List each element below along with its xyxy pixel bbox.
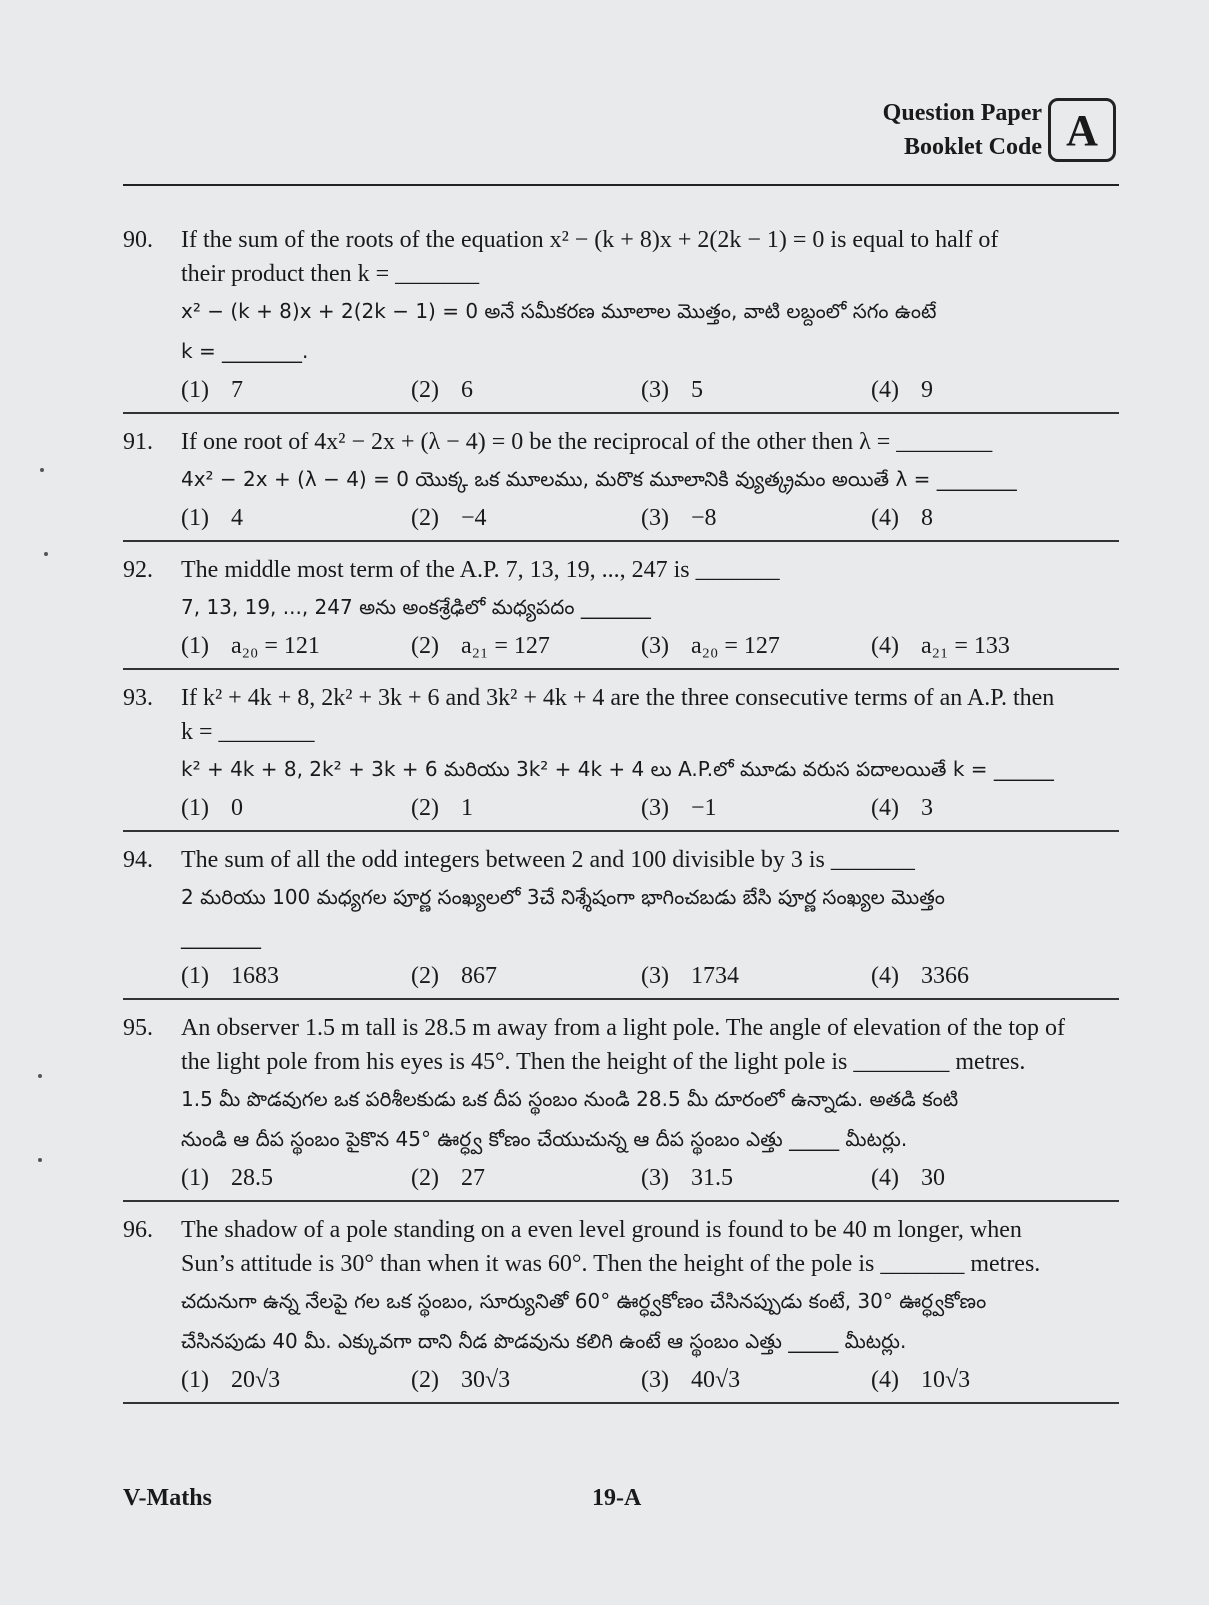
option-number: (2) (411, 1165, 439, 1191)
answer-option (871, 1364, 1101, 1396)
answer-options (181, 960, 1115, 992)
option-value: 5 (690, 377, 703, 403)
question-body (181, 844, 1115, 992)
question-text-telugu: k² + 4k + 8, 2k² + 3k + 6 మరియు 3k² + 4k + 4 లు A.P.లో మూడు వరుస పదాలయితే k = ______ (181, 757, 1054, 781)
answer-option (181, 630, 411, 662)
option-number: (1) (181, 633, 209, 659)
option-number: (1) (181, 963, 209, 989)
question-text-english: their product then k = _______ (181, 261, 480, 287)
answer-option (181, 960, 411, 992)
option-number: (1) (181, 795, 209, 821)
question-text-telugu: 2 మరియు 100 మధ్యగల పూర్ణ సంఖ్యలలో 3చే నిశ్శేషంగా భాగించబడు బేసి పూర్ణ సంఖ్యల మొత్తం (181, 885, 945, 909)
option-value: 7 (230, 377, 243, 403)
option-value: 8 (920, 505, 933, 531)
question-text-telugu: ________ (181, 925, 261, 949)
answer-option (641, 1162, 871, 1194)
option-value: 1734 (690, 963, 739, 989)
question-body (181, 426, 1115, 534)
option-number: (4) (871, 795, 899, 821)
option-value: −8 (690, 505, 717, 531)
booklet-code-label (883, 96, 1042, 164)
answer-option (641, 1364, 871, 1396)
question-number: 92. (123, 557, 153, 583)
question-body (181, 1214, 1115, 1396)
question-body (181, 682, 1115, 824)
answer-option (411, 1364, 641, 1396)
question-text-telugu: k = ________. (181, 339, 309, 363)
option-value: 1683 (230, 963, 279, 989)
booklet-code-header (883, 96, 1116, 164)
option-value: 6 (460, 377, 473, 403)
question-number: 90. (123, 227, 153, 253)
option-number: (3) (641, 633, 669, 659)
option-value: a₂₀ = 127 (690, 633, 780, 659)
option-value: 9 (920, 377, 933, 403)
option-value: −4 (460, 505, 487, 531)
answer-option (641, 374, 871, 406)
option-value: 867 (460, 963, 497, 989)
option-value: 1 (460, 795, 473, 821)
answer-options (181, 630, 1115, 662)
option-number: (4) (871, 633, 899, 659)
question-number: 95. (123, 1015, 153, 1041)
answer-option (181, 1162, 411, 1194)
option-value: 28.5 (230, 1165, 273, 1191)
answer-option (181, 502, 411, 534)
question-text-telugu: 1.5 మీ పొడవుగల ఒక పరిశీలకుడు ఒక దీప స్థంబం నుండి 28.5 మీ దూరంలో ఉన్నాడు. అతడి కంటి (181, 1087, 959, 1111)
answer-option (641, 792, 871, 824)
option-number: (4) (871, 1367, 899, 1393)
question-body (181, 1012, 1115, 1194)
answer-option (641, 960, 871, 992)
answer-option (411, 1162, 641, 1194)
option-number: (3) (641, 377, 669, 403)
question-body (181, 554, 1115, 662)
question-number: 94. (123, 847, 153, 873)
option-value: 3366 (920, 963, 969, 989)
option-value: 30 (920, 1165, 945, 1191)
option-value: a₂₀ = 121 (230, 633, 320, 659)
answer-option (641, 502, 871, 534)
answer-options (181, 1162, 1115, 1194)
option-value: 27 (460, 1165, 485, 1191)
answer-option (411, 374, 641, 406)
question-text-telugu: నుండి ఆ దీప స్థంబం పైకొన 45° ఊర్ధ్వ కోణం చేయుచున్న ఆ దీప స్థంబం ఎత్తు _____ మీటర్లు. (181, 1127, 908, 1151)
answer-option (641, 630, 871, 662)
question-text-english: the light pole from his eyes is 45°. Then the height of the light pole is ________ metres. (181, 1049, 1026, 1075)
option-number: (1) (181, 1165, 209, 1191)
question-number: 96. (123, 1217, 153, 1243)
answer-option (871, 502, 1101, 534)
question-text-telugu: చదునుగా ఉన్న నేలపై గల ఒక స్థంబం, సూర్యునితో 60° ఊర్ధ్వకోణం చేసినప్పుడు కంటే, 30° ఊర్ధ్వకోణం (181, 1289, 987, 1313)
question-item (123, 682, 1119, 832)
option-value: 3 (920, 795, 933, 821)
question-number: 93. (123, 685, 153, 711)
option-value: 20√3 (230, 1367, 281, 1393)
header-line1: Question Paper (882, 100, 1042, 126)
question-item (123, 554, 1119, 670)
option-value: 4 (230, 505, 243, 531)
question-text-english: The shadow of a pole standing on a even level ground is found to be 40 m longer, when (181, 1217, 1022, 1243)
answer-option (871, 960, 1101, 992)
answer-option (871, 630, 1101, 662)
question-text-telugu: చేసినపుడు 40 మీ. ఎక్కువగా దాని నీడ పొడవును కలిగి ఉంటే ఆ స్థంబం ఎత్తు _____ మీటర్లు. (181, 1329, 907, 1353)
answer-option (411, 630, 641, 662)
question-text-english: k = ________ (181, 719, 315, 745)
answer-option (181, 374, 411, 406)
header-rule (123, 184, 1119, 186)
answer-options (181, 1364, 1115, 1396)
booklet-code-letter: A (1048, 98, 1116, 162)
footer-page-number: 19-A (592, 1485, 642, 1511)
option-value: 0 (230, 795, 243, 821)
option-value: a₂₁ = 127 (460, 633, 550, 659)
option-number: (3) (641, 1367, 669, 1393)
option-value: 40√3 (690, 1367, 741, 1393)
option-value: 10√3 (920, 1367, 971, 1393)
option-number: (2) (411, 505, 439, 531)
question-item (123, 844, 1119, 1000)
question-text-english: If one root of 4x² − 2x + (λ − 4) = 0 be the reciprocal of the other then λ = ________ (181, 429, 993, 455)
header-line2: Booklet Code (904, 134, 1042, 160)
option-number: (1) (181, 377, 209, 403)
option-number: (2) (411, 795, 439, 821)
option-number: (4) (871, 505, 899, 531)
option-number: (3) (641, 963, 669, 989)
option-value: −1 (690, 795, 717, 821)
option-value: 31.5 (690, 1165, 733, 1191)
question-number: 91. (123, 429, 153, 455)
option-number: (1) (181, 505, 209, 531)
option-value: 30√3 (460, 1367, 511, 1393)
option-number: (2) (411, 963, 439, 989)
question-list (123, 222, 1119, 1416)
option-value: a₂₁ = 133 (920, 633, 1010, 659)
scan-mark (38, 1158, 42, 1162)
scan-mark (40, 468, 44, 472)
question-text-telugu: 7, 13, 19, ..., 247 అను అంకశ్రేఢిలో మధ్యపదం _______ (181, 595, 651, 619)
question-text-english: If k² + 4k + 8, 2k² + 3k + 6 and 3k² + 4k + 4 are the three consecutive terms of an A.P. then (181, 685, 1055, 711)
option-number: (4) (871, 963, 899, 989)
option-number: (4) (871, 377, 899, 403)
option-number: (3) (641, 505, 669, 531)
option-number: (2) (411, 633, 439, 659)
answer-options (181, 792, 1115, 824)
question-text-telugu: x² − (k + 8)x + 2(2k − 1) = 0 అనే సమీకరణ మూలాల మొత్తం, వాటి లబ్దంలో సగం ఉంటే (181, 299, 937, 323)
question-item (123, 1214, 1119, 1404)
question-text-english: If the sum of the roots of the equation x² − (k + 8)x + 2(2k − 1) = 0 is equal to half of (181, 227, 999, 253)
option-number: (1) (181, 1367, 209, 1393)
scan-mark (38, 1074, 42, 1078)
scan-mark (44, 552, 48, 556)
answer-option (181, 1364, 411, 1396)
question-text-english: The sum of all the odd integers between 2 and 100 divisible by 3 is _______ (181, 847, 915, 873)
answer-option (411, 502, 641, 534)
answer-option (411, 792, 641, 824)
option-number: (3) (641, 795, 669, 821)
question-item (123, 224, 1119, 414)
option-number: (4) (871, 1165, 899, 1191)
answer-option (871, 1162, 1101, 1194)
answer-option (871, 374, 1101, 406)
option-number: (2) (411, 1367, 439, 1393)
answer-options (181, 374, 1115, 406)
question-text-english: The middle most term of the A.P. 7, 13, 19, ..., 247 is _______ (181, 557, 780, 583)
answer-option (871, 792, 1101, 824)
question-body (181, 224, 1115, 406)
answer-option (181, 792, 411, 824)
question-item (123, 1012, 1119, 1202)
option-number: (3) (641, 1165, 669, 1191)
question-text-telugu: 4x² − 2x + (λ − 4) = 0 యొక్క ఒక మూలము, మరొక మూలానికి వ్యుత్క్రమం అయితే λ = ________ (181, 467, 1017, 491)
footer-subject: V-Maths (123, 1485, 212, 1511)
answer-options (181, 502, 1115, 534)
option-number: (2) (411, 377, 439, 403)
question-text-english: Sun’s attitude is 30° than when it was 60°. Then the height of the pole is _______ metres. (181, 1251, 1041, 1277)
question-item (123, 426, 1119, 542)
answer-option (411, 960, 641, 992)
question-text-english: An observer 1.5 m tall is 28.5 m away from a light pole. The angle of elevation of the top of (181, 1015, 1066, 1041)
